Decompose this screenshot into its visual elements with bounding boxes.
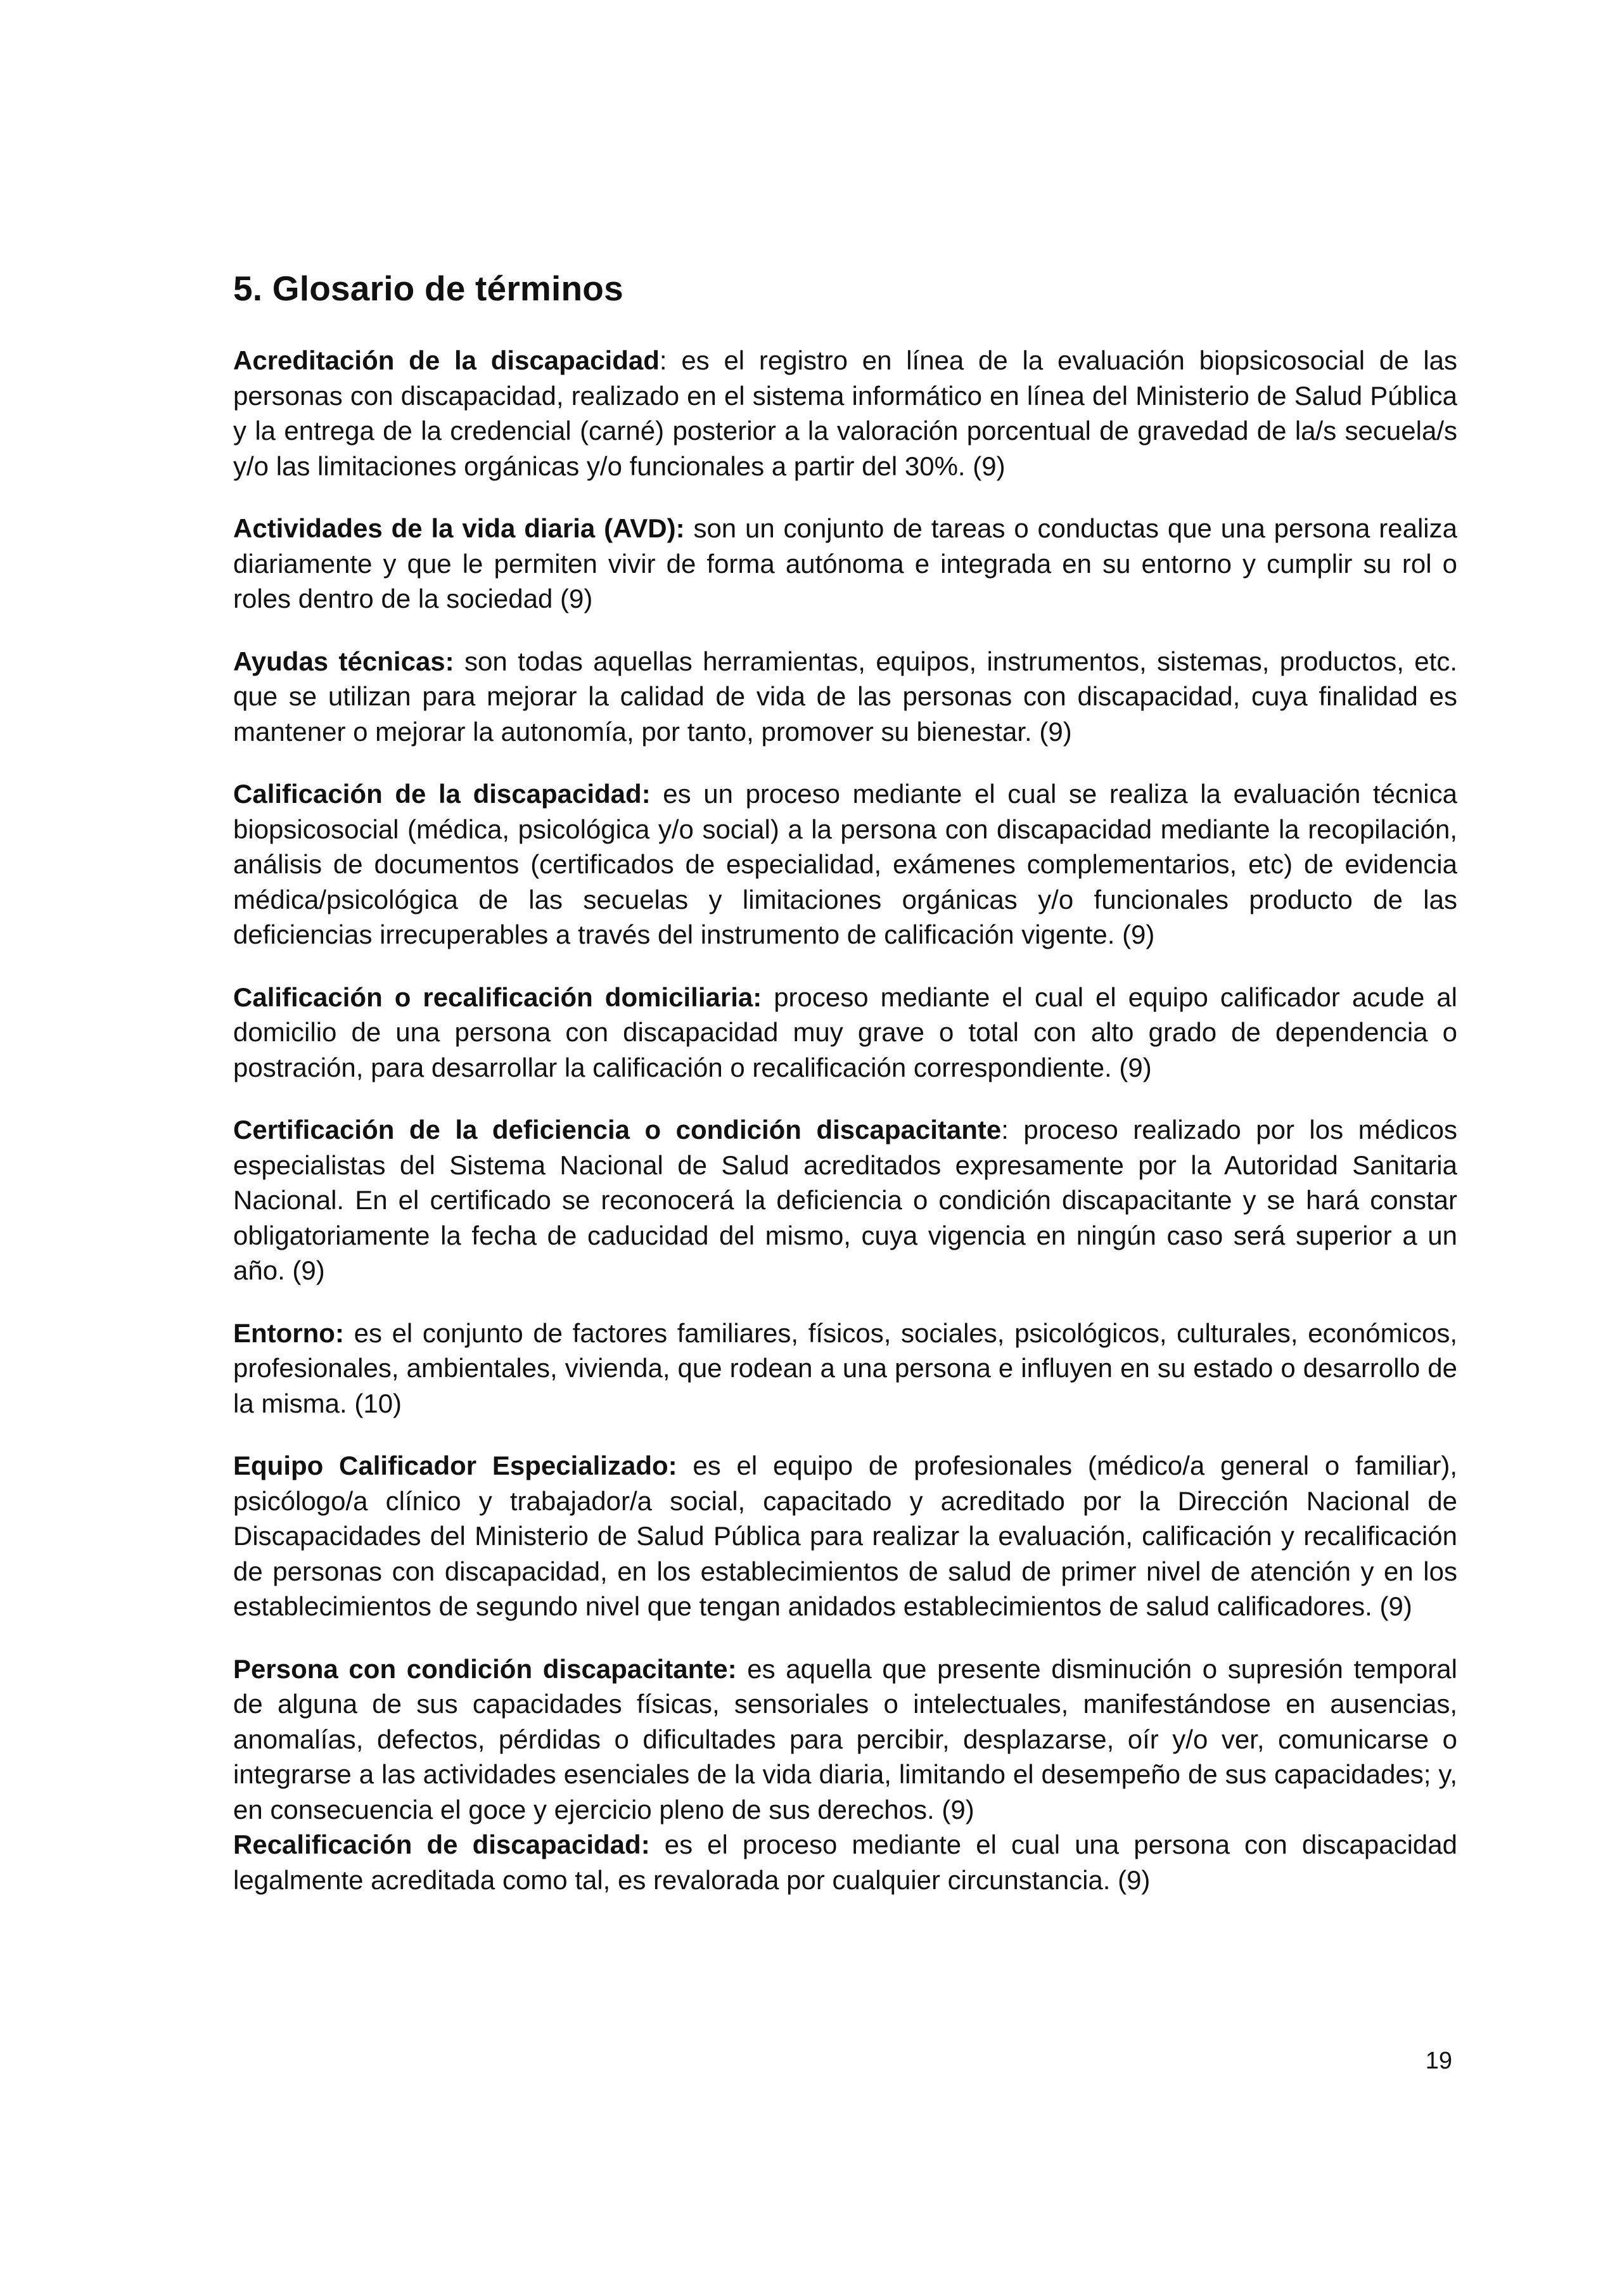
glossary-entry-equipo-calificador xyxy=(233,1448,1457,1624)
glossary-definition: es el equipo de profesionales (médico/a general o familiar), psicólogo/a clínico y trabajador/a social, capacitado y acreditado por la Dirección Nacional de Discapacidades del Ministerio de Salud Pública para realizar la evaluación, calificación y recalificación de personas con discapacidad, en los establecimientos de salud de primer nivel de atención y en los establecimientos de segundo nivel que tengan anidados establecimientos de salud calificadores. (9) xyxy=(233,1451,1457,1622)
glossary-term: Actividades de la vida diaria (AVD): xyxy=(233,513,685,544)
page-content xyxy=(233,269,1457,1897)
glossary-definition: : proceso realizado por los médicos especialistas del Sistema Nacional de Salud acreditados expresamente por la Autoridad Sanitaria Nacional. En el certificado se reconocerá la deficiencia o condición discapacitante y se hará constar obligatoriamente la fecha de caducidad del mismo, cuya vigencia en ningún caso será superior a un año. (9) xyxy=(233,1115,1457,1286)
glossary-term: Certificación de la deficiencia o condición discapacitante xyxy=(233,1115,1002,1145)
glossary-term: Calificación de la discapacidad: xyxy=(233,779,651,809)
glossary-entry-recalificacion xyxy=(233,1827,1457,1897)
glossary-term: Recalificación de discapacidad: xyxy=(233,1830,650,1860)
glossary-entry-calificacion xyxy=(233,776,1457,952)
glossary-definition: es un proceso mediante el cual se realiza la evaluación técnica biopsicosocial (médica, psicológica y/o social) a la persona con discapacidad mediante la recopilación, análisis de documentos (certificados de especialidad, exámenes complementarios, etc) de evidencia médica/psicológica de las secuelas y limitaciones orgánicas y/o funcionales producto de las deficiencias irrecuperables a través del instrumento de calificación vigente. (9) xyxy=(233,779,1457,950)
glossary-term: Calificación o recalificación domiciliaria: xyxy=(233,982,762,1012)
glossary-term: Acreditación de la discapacidad xyxy=(233,345,660,376)
glossary-definition: es aquella que presente disminución o supresión temporal de alguna de sus capacidades físicas, sensoriales o intelectuales, manifestándose en ausencias, anomalías, defectos, pérdidas o dificultades para percibir, desplazarse, oír y/o ver, comunicarse o integrarse a las actividades esenciales de la vida diaria, limitando el desempeño de sus capacidades; y, en consecuencia el goce y ejercicio pleno de sus derechos. (9) xyxy=(233,1653,1457,1825)
page-number: 19 xyxy=(1425,2048,1452,2074)
glossary-definition: proceso mediante el cual el equipo calificador acude al domicilio de una persona con discapacidad muy grave o total con alto grado de dependencia o postración, para desarrollar la calificación o recalificación correspondiente. (9) xyxy=(233,982,1457,1082)
glossary-entry-acreditacion xyxy=(233,343,1457,484)
glossary-entry-avd xyxy=(233,511,1457,617)
glossary-entry-persona-condicion xyxy=(233,1651,1457,1828)
glossary-entry-entorno xyxy=(233,1316,1457,1421)
glossary-entry-certificacion xyxy=(233,1112,1457,1288)
glossary-definition: son un conjunto de tareas o conductas que una persona realiza diariamente y que le permiten vivir de forma autónoma e integrada en su entorno y cumplir su rol o roles dentro de la sociedad (9) xyxy=(233,513,1457,614)
glossary-term: Ayudas técnicas: xyxy=(233,646,454,676)
glossary-definition: : es el registro en línea de la evaluación biopsicosocial de las personas con discapacidad, realizado en el sistema informático en línea del Ministerio de Salud Pública y la entrega de la credencial (carné) posterior a la valoración porcentual de gravedad de la/s secuela/s y/o las limitaciones orgánicas y/o funcionales a partir del 30%. (9) xyxy=(233,345,1458,481)
glossary-definition: es el conjunto de factores familiares, físicos, sociales, psicológicos, culturales, económicos, profesionales, ambientales, vivienda, que rodean a una persona e influyen en su estado o desarrollo de la misma. (10) xyxy=(233,1318,1457,1418)
glossary-entry-ayudas-tecnicas xyxy=(233,644,1457,750)
glossary-definition: es el proceso mediante el cual una persona con discapacidad legalmente acreditada como tal, es revalorada por cualquier circunstancia. (9) xyxy=(233,1830,1457,1895)
section-title: 5. Glosario de términos xyxy=(233,269,623,308)
glossary-term: Persona con condición discapacitante: xyxy=(233,1653,737,1684)
glossary-definition: son todas aquellas herramientas, equipos, instrumentos, sistemas, productos, etc. que se utilizan para mejorar la calidad de vida de las personas con discapacidad, cuya finalidad es mantener o mejorar la autonomía, por tanto, promover su bienestar. (9) xyxy=(233,646,1458,747)
glossary-term: Entorno: xyxy=(233,1318,344,1348)
glossary-entry-calificacion-domiciliaria xyxy=(233,980,1457,1086)
glossary-term: Equipo Calificador Especializado: xyxy=(233,1451,677,1481)
